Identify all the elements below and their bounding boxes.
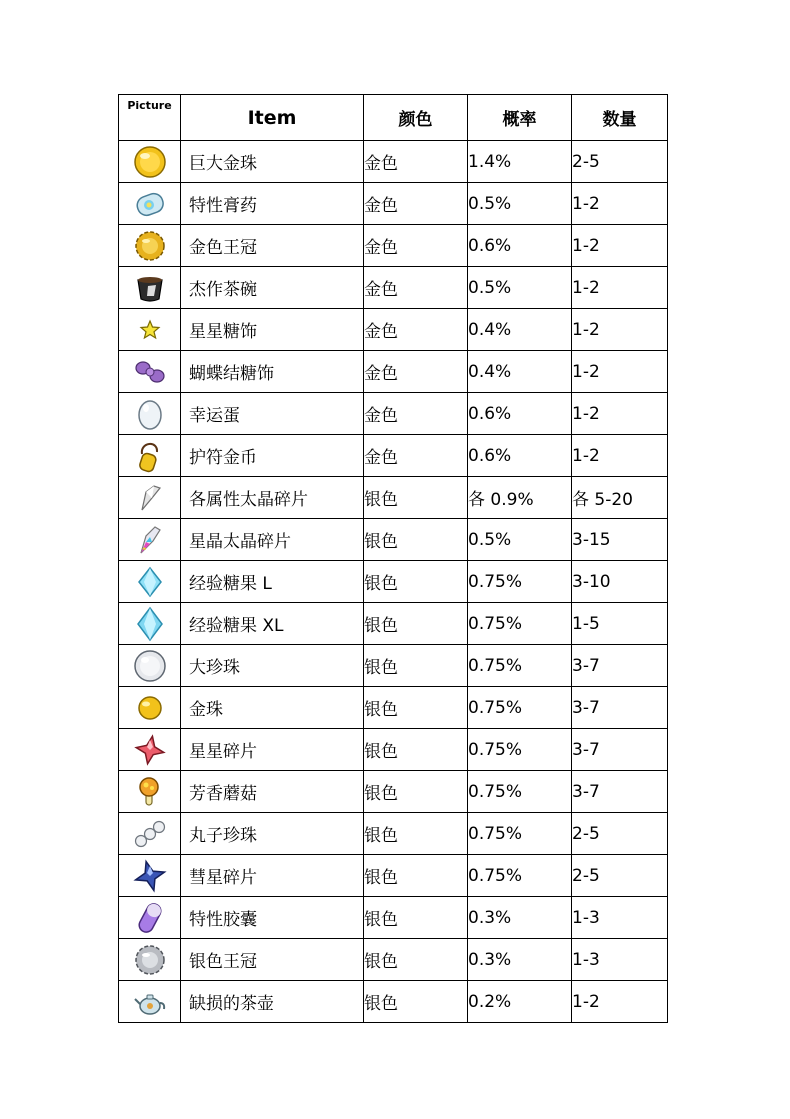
item-name: 大珍珠 [181,645,364,687]
table-row [119,939,668,981]
item-color: 银色 [364,687,468,729]
big-nugget-icon [132,144,168,180]
item-quantity: 3-7 [572,771,668,813]
item-color: 银色 [364,561,468,603]
table-row [119,687,668,729]
item-quantity: 1-3 [572,939,668,981]
picture-cell [119,141,181,183]
item-color: 银色 [364,645,468,687]
item-name: 缺损的茶壶 [181,981,364,1023]
header-color: 颜色 [364,95,468,141]
item-probability: 0.6% [468,393,572,435]
big-pearl-icon [132,648,168,684]
ribbon-sweet-icon [132,354,168,390]
comet-shard-icon [132,858,168,894]
picture-cell [119,729,181,771]
picture-cell [119,603,181,645]
item-name: 彗星碎片 [181,855,364,897]
table-row [119,813,668,855]
masterpiece-teacup-icon [132,270,168,306]
table-row [119,183,668,225]
item-probability: 1.4% [468,141,572,183]
item-quantity: 3-7 [572,729,668,771]
item-quantity: 1-2 [572,309,668,351]
item-probability: 0.5% [468,267,572,309]
item-probability: 0.4% [468,309,572,351]
table-row [119,519,668,561]
table-row [119,729,668,771]
table-row [119,351,668,393]
picture-cell [119,897,181,939]
table-row [119,225,668,267]
item-quantity: 1-5 [572,603,668,645]
ability-patch-icon [132,186,168,222]
gold-bottle-cap-icon [132,228,168,264]
item-color: 银色 [364,897,468,939]
picture-cell [119,519,181,561]
item-name: 巨大金珠 [181,141,364,183]
item-quantity: 2-5 [572,813,668,855]
item-color: 金色 [364,183,468,225]
pearl-string-icon [132,816,168,852]
table-row [119,477,668,519]
item-quantity: 各 5-20 [572,477,668,519]
item-name: 特性胶囊 [181,897,364,939]
item-probability: 0.3% [468,939,572,981]
item-probability: 0.3% [468,897,572,939]
header-row [119,95,668,141]
item-quantity: 2-5 [572,855,668,897]
header-quantity: 数量 [572,95,668,141]
header-picture: Picture [119,95,181,141]
item-name: 经验糖果 XL [181,603,364,645]
exp-candy-xl-icon [132,606,168,642]
item-color: 金色 [364,393,468,435]
item-quantity: 1-2 [572,393,668,435]
item-probability: 各 0.9% [468,477,572,519]
table-row [119,393,668,435]
nugget-icon [132,690,168,726]
item-name: 杰作茶碗 [181,267,364,309]
picture-cell [119,225,181,267]
item-name: 护符金币 [181,435,364,477]
item-name: 星晶太晶碎片 [181,519,364,561]
item-probability: 0.75% [468,729,572,771]
item-probability: 0.75% [468,645,572,687]
header-item: Item [181,95,364,141]
item-name: 芳香蘑菇 [181,771,364,813]
picture-cell [119,981,181,1023]
item-quantity: 1-2 [572,435,668,477]
star-sweet-icon [132,312,168,348]
item-table [118,94,668,1023]
item-color: 银色 [364,981,468,1023]
table-row [119,897,668,939]
item-probability: 0.6% [468,225,572,267]
picture-cell [119,813,181,855]
item-probability: 0.4% [468,351,572,393]
item-name: 丸子珍珠 [181,813,364,855]
table-row [119,561,668,603]
item-name: 幸运蛋 [181,393,364,435]
item-quantity: 1-2 [572,225,668,267]
item-color: 金色 [364,267,468,309]
exp-candy-l-icon [132,564,168,600]
item-name: 蝴蝶结糖饰 [181,351,364,393]
balm-mushroom-icon [132,774,168,810]
item-name: 金色王冠 [181,225,364,267]
tera-shard-icon [132,480,168,516]
item-quantity: 1-2 [572,981,668,1023]
ability-capsule-icon [132,900,168,936]
item-color: 银色 [364,603,468,645]
item-quantity: 3-7 [572,645,668,687]
item-quantity: 1-2 [572,351,668,393]
item-quantity: 3-15 [572,519,668,561]
item-color: 银色 [364,813,468,855]
item-probability: 0.75% [468,771,572,813]
table-row [119,309,668,351]
amulet-coin-icon [132,438,168,474]
table-row [119,645,668,687]
picture-cell [119,561,181,603]
item-color: 金色 [364,435,468,477]
lucky-egg-icon [132,396,168,432]
star-piece-icon [132,732,168,768]
picture-cell [119,267,181,309]
table-row [119,771,668,813]
item-name: 星星糖饰 [181,309,364,351]
picture-cell [119,645,181,687]
item-color: 银色 [364,729,468,771]
item-probability: 0.75% [468,687,572,729]
item-color: 银色 [364,477,468,519]
item-probability: 0.2% [468,981,572,1023]
item-color: 金色 [364,351,468,393]
picture-cell [119,687,181,729]
item-name: 各属性太晶碎片 [181,477,364,519]
item-color: 金色 [364,309,468,351]
item-quantity: 1-3 [572,897,668,939]
table-row [119,141,668,183]
item-color: 金色 [364,141,468,183]
item-probability: 0.75% [468,561,572,603]
item-name: 金珠 [181,687,364,729]
table-row [119,267,668,309]
table-row [119,855,668,897]
picture-cell [119,435,181,477]
picture-cell [119,855,181,897]
table-row [119,981,668,1023]
item-color: 银色 [364,939,468,981]
table-row [119,435,668,477]
item-name: 星星碎片 [181,729,364,771]
item-probability: 0.75% [468,813,572,855]
item-probability: 0.75% [468,603,572,645]
item-color: 金色 [364,225,468,267]
picture-cell [119,309,181,351]
table-row [119,603,668,645]
item-name: 银色王冠 [181,939,364,981]
item-name: 经验糖果 L [181,561,364,603]
item-quantity: 3-7 [572,687,668,729]
item-color: 银色 [364,519,468,561]
picture-cell [119,351,181,393]
item-quantity: 1-2 [572,183,668,225]
item-probability: 0.6% [468,435,572,477]
item-probability: 0.75% [468,855,572,897]
item-probability: 0.5% [468,183,572,225]
item-name: 特性膏药 [181,183,364,225]
picture-cell [119,939,181,981]
item-color: 银色 [364,771,468,813]
bottle-cap-icon [132,942,168,978]
item-probability: 0.5% [468,519,572,561]
chipped-pot-icon [132,984,168,1020]
item-quantity: 3-10 [572,561,668,603]
picture-cell [119,771,181,813]
item-quantity: 1-2 [572,267,668,309]
stellar-tera-shard-icon [132,522,168,558]
header-probability: 概率 [468,95,572,141]
item-quantity: 2-5 [572,141,668,183]
picture-cell [119,183,181,225]
picture-cell [119,477,181,519]
item-color: 银色 [364,855,468,897]
picture-cell [119,393,181,435]
